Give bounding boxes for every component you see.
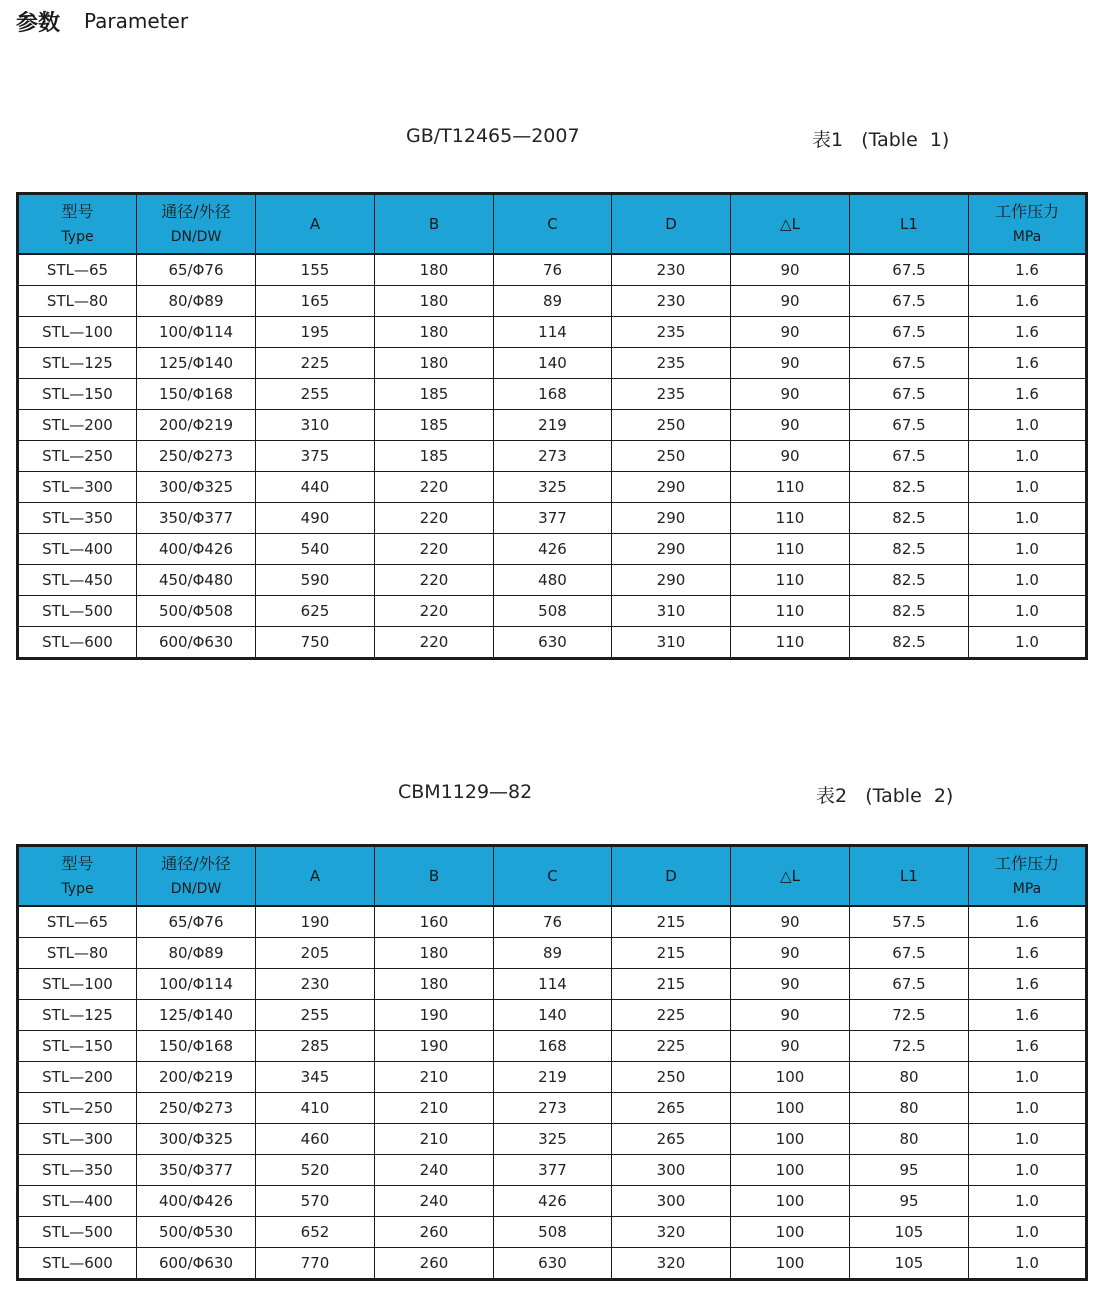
cell-a: 285 xyxy=(256,1031,375,1062)
cell-d: 290 xyxy=(612,534,731,565)
cell-delta-l: 110 xyxy=(731,565,850,596)
cell-type: STL—250 xyxy=(18,441,137,472)
cell-pressure: 1.0 xyxy=(969,410,1087,441)
cell-b: 260 xyxy=(375,1248,494,1280)
cell-type: STL—80 xyxy=(18,938,137,969)
cell-pressure: 1.0 xyxy=(969,472,1087,503)
header-d: D xyxy=(612,846,731,907)
cell-l1: 67.5 xyxy=(850,254,969,286)
cell-a: 165 xyxy=(256,286,375,317)
cell-pressure: 1.0 xyxy=(969,1217,1087,1248)
cell-d: 290 xyxy=(612,503,731,534)
cell-d: 215 xyxy=(612,906,731,938)
cell-b: 220 xyxy=(375,596,494,627)
cell-a: 255 xyxy=(256,379,375,410)
header-c: C xyxy=(494,846,612,907)
header-dn-cn: 通径/外径 xyxy=(161,202,231,221)
cell-b: 210 xyxy=(375,1124,494,1155)
cell-dn-dw: 125/Φ140 xyxy=(137,348,256,379)
table-row xyxy=(18,1031,1087,1062)
cell-type: STL—350 xyxy=(18,1155,137,1186)
table-row xyxy=(18,627,1087,659)
header-dn-en: DN/DW xyxy=(170,881,222,897)
cell-dn-dw: 150/Φ168 xyxy=(137,1031,256,1062)
cell-pressure: 1.6 xyxy=(969,254,1087,286)
cell-c: 273 xyxy=(494,441,612,472)
cell-c: 630 xyxy=(494,1248,612,1280)
cell-dn-dw: 350/Φ377 xyxy=(137,503,256,534)
header-l1: L1 xyxy=(850,194,969,255)
cell-dn-dw: 400/Φ426 xyxy=(137,1186,256,1217)
cell-pressure: 1.0 xyxy=(969,1062,1087,1093)
cell-delta-l: 100 xyxy=(731,1217,850,1248)
cell-a: 460 xyxy=(256,1124,375,1155)
table-2-caption xyxy=(0,781,1096,805)
cell-dn-dw: 80/Φ89 xyxy=(137,286,256,317)
cell-b: 180 xyxy=(375,969,494,1000)
cell-b: 190 xyxy=(375,1000,494,1031)
cell-type: STL—500 xyxy=(18,596,137,627)
cell-delta-l: 110 xyxy=(731,627,850,659)
cell-c: 76 xyxy=(494,906,612,938)
cell-pressure: 1.0 xyxy=(969,1093,1087,1124)
cell-pressure: 1.6 xyxy=(969,286,1087,317)
cell-b: 160 xyxy=(375,906,494,938)
cell-delta-l: 100 xyxy=(731,1248,850,1280)
cell-pressure: 1.6 xyxy=(969,969,1087,1000)
cell-b: 180 xyxy=(375,286,494,317)
cell-pressure: 1.6 xyxy=(969,1000,1087,1031)
cell-a: 310 xyxy=(256,410,375,441)
table-row xyxy=(18,254,1087,286)
cell-d: 250 xyxy=(612,410,731,441)
cell-c: 325 xyxy=(494,1124,612,1155)
table-row xyxy=(18,906,1087,938)
parameter-table-2 xyxy=(16,844,1088,1281)
cell-delta-l: 100 xyxy=(731,1124,850,1155)
cell-l1: 67.5 xyxy=(850,379,969,410)
cell-c: 508 xyxy=(494,1217,612,1248)
header-d: D xyxy=(612,194,731,255)
cell-c: 630 xyxy=(494,627,612,659)
cell-delta-l: 100 xyxy=(731,1062,850,1093)
header-type xyxy=(18,846,137,907)
cell-a: 440 xyxy=(256,472,375,503)
cell-l1: 82.5 xyxy=(850,627,969,659)
cell-dn-dw: 80/Φ89 xyxy=(137,938,256,969)
cell-type: STL—400 xyxy=(18,1186,137,1217)
cell-dn-dw: 600/Φ630 xyxy=(137,627,256,659)
cell-l1: 80 xyxy=(850,1093,969,1124)
cell-d: 300 xyxy=(612,1186,731,1217)
cell-b: 220 xyxy=(375,472,494,503)
header-delta-l: △L xyxy=(731,846,850,907)
header-pressure xyxy=(969,194,1087,255)
cell-a: 225 xyxy=(256,348,375,379)
cell-l1: 80 xyxy=(850,1062,969,1093)
cell-dn-dw: 250/Φ273 xyxy=(137,441,256,472)
cell-type: STL—400 xyxy=(18,534,137,565)
cell-b: 220 xyxy=(375,627,494,659)
table-row xyxy=(18,286,1087,317)
cell-b: 220 xyxy=(375,503,494,534)
table-row xyxy=(18,317,1087,348)
cell-a: 520 xyxy=(256,1155,375,1186)
table-1-caption xyxy=(0,125,1096,149)
cell-dn-dw: 350/Φ377 xyxy=(137,1155,256,1186)
header-type xyxy=(18,194,137,255)
table-row xyxy=(18,441,1087,472)
cell-type: STL—200 xyxy=(18,1062,137,1093)
header-pressure-en: MPa xyxy=(1012,229,1042,245)
cell-c: 114 xyxy=(494,969,612,1000)
cell-delta-l: 90 xyxy=(731,1000,850,1031)
cell-delta-l: 110 xyxy=(731,534,850,565)
cell-b: 180 xyxy=(375,938,494,969)
cell-a: 195 xyxy=(256,317,375,348)
cell-l1: 95 xyxy=(850,1186,969,1217)
table-row xyxy=(18,1062,1087,1093)
cell-a: 490 xyxy=(256,503,375,534)
cell-d: 320 xyxy=(612,1217,731,1248)
table-row xyxy=(18,1155,1087,1186)
cell-l1: 67.5 xyxy=(850,286,969,317)
cell-type: STL—350 xyxy=(18,503,137,534)
cell-dn-dw: 65/Φ76 xyxy=(137,906,256,938)
cell-l1: 82.5 xyxy=(850,472,969,503)
cell-a: 345 xyxy=(256,1062,375,1093)
table-row xyxy=(18,534,1087,565)
cell-pressure: 1.0 xyxy=(969,1124,1087,1155)
header-b: B xyxy=(375,194,494,255)
cell-d: 310 xyxy=(612,596,731,627)
cell-pressure: 1.0 xyxy=(969,596,1087,627)
cell-pressure: 1.0 xyxy=(969,1248,1087,1280)
cell-pressure: 1.0 xyxy=(969,503,1087,534)
table-2-body xyxy=(18,906,1087,1280)
cell-d: 235 xyxy=(612,379,731,410)
cell-pressure: 1.0 xyxy=(969,1186,1087,1217)
cell-delta-l: 90 xyxy=(731,379,850,410)
cell-d: 215 xyxy=(612,969,731,1000)
cell-d: 225 xyxy=(612,1000,731,1031)
cell-dn-dw: 450/Φ480 xyxy=(137,565,256,596)
cell-l1: 67.5 xyxy=(850,348,969,379)
cell-type: STL—100 xyxy=(18,317,137,348)
cell-d: 320 xyxy=(612,1248,731,1280)
header-pressure-cn: 工作压力 xyxy=(994,854,1059,873)
cell-type: STL—65 xyxy=(18,906,137,938)
cell-pressure: 1.6 xyxy=(969,906,1087,938)
cell-a: 255 xyxy=(256,1000,375,1031)
cell-c: 219 xyxy=(494,1062,612,1093)
cell-type: STL—125 xyxy=(18,348,137,379)
cell-dn-dw: 100/Φ114 xyxy=(137,317,256,348)
header-b: B xyxy=(375,846,494,907)
cell-d: 310 xyxy=(612,627,731,659)
cell-d: 250 xyxy=(612,1062,731,1093)
header-l1: L1 xyxy=(850,846,969,907)
cell-l1: 82.5 xyxy=(850,565,969,596)
cell-delta-l: 90 xyxy=(731,317,850,348)
cell-d: 235 xyxy=(612,348,731,379)
table-row xyxy=(18,1217,1087,1248)
cell-c: 377 xyxy=(494,503,612,534)
table-row xyxy=(18,969,1087,1000)
cell-b: 180 xyxy=(375,317,494,348)
table-1-standard: GB/T12465—2007 xyxy=(406,125,580,147)
cell-b: 210 xyxy=(375,1093,494,1124)
cell-dn-dw: 250/Φ273 xyxy=(137,1093,256,1124)
cell-type: STL—65 xyxy=(18,254,137,286)
header-pressure-cn: 工作压力 xyxy=(994,202,1059,221)
cell-c: 76 xyxy=(494,254,612,286)
table-row xyxy=(18,503,1087,534)
cell-type: STL—600 xyxy=(18,1248,137,1280)
cell-d: 250 xyxy=(612,441,731,472)
cell-c: 325 xyxy=(494,472,612,503)
cell-c: 168 xyxy=(494,379,612,410)
cell-type: STL—150 xyxy=(18,1031,137,1062)
cell-delta-l: 100 xyxy=(731,1155,850,1186)
cell-dn-dw: 400/Φ426 xyxy=(137,534,256,565)
cell-delta-l: 110 xyxy=(731,472,850,503)
cell-c: 89 xyxy=(494,286,612,317)
cell-b: 220 xyxy=(375,565,494,596)
cell-c: 168 xyxy=(494,1031,612,1062)
cell-dn-dw: 125/Φ140 xyxy=(137,1000,256,1031)
cell-dn-dw: 100/Φ114 xyxy=(137,969,256,1000)
cell-delta-l: 90 xyxy=(731,938,850,969)
cell-a: 625 xyxy=(256,596,375,627)
cell-l1: 67.5 xyxy=(850,938,969,969)
cell-a: 230 xyxy=(256,969,375,1000)
cell-d: 290 xyxy=(612,565,731,596)
cell-type: STL—200 xyxy=(18,410,137,441)
table-row xyxy=(18,410,1087,441)
table-row xyxy=(18,348,1087,379)
cell-l1: 105 xyxy=(850,1248,969,1280)
cell-c: 480 xyxy=(494,565,612,596)
table-2-label: 表2 (Table 2) xyxy=(816,785,954,807)
cell-a: 652 xyxy=(256,1217,375,1248)
cell-d: 300 xyxy=(612,1155,731,1186)
table-row xyxy=(18,1124,1087,1155)
cell-l1: 105 xyxy=(850,1217,969,1248)
cell-b: 180 xyxy=(375,254,494,286)
cell-delta-l: 90 xyxy=(731,1031,850,1062)
cell-delta-l: 90 xyxy=(731,969,850,1000)
header-dn-en: DN/DW xyxy=(170,229,222,245)
header-dn xyxy=(137,846,256,907)
header-type-en: Type xyxy=(61,881,94,897)
cell-dn-dw: 200/Φ219 xyxy=(137,1062,256,1093)
cell-c: 89 xyxy=(494,938,612,969)
cell-b: 185 xyxy=(375,410,494,441)
cell-l1: 67.5 xyxy=(850,441,969,472)
cell-c: 140 xyxy=(494,348,612,379)
header-a: A xyxy=(256,194,375,255)
table-row xyxy=(18,565,1087,596)
cell-type: STL—250 xyxy=(18,1093,137,1124)
table-row xyxy=(18,938,1087,969)
cell-l1: 82.5 xyxy=(850,596,969,627)
cell-b: 180 xyxy=(375,348,494,379)
cell-c: 508 xyxy=(494,596,612,627)
cell-pressure: 1.0 xyxy=(969,627,1087,659)
cell-c: 426 xyxy=(494,1186,612,1217)
cell-b: 185 xyxy=(375,379,494,410)
cell-l1: 72.5 xyxy=(850,1000,969,1031)
table-row xyxy=(18,1000,1087,1031)
cell-d: 265 xyxy=(612,1124,731,1155)
cell-b: 190 xyxy=(375,1031,494,1062)
page-title-en: Parameter xyxy=(84,9,189,33)
cell-l1: 57.5 xyxy=(850,906,969,938)
table-row xyxy=(18,1186,1087,1217)
cell-type: STL—300 xyxy=(18,1124,137,1155)
cell-dn-dw: 500/Φ508 xyxy=(137,596,256,627)
cell-type: STL—450 xyxy=(18,565,137,596)
cell-b: 240 xyxy=(375,1186,494,1217)
cell-delta-l: 110 xyxy=(731,596,850,627)
cell-a: 750 xyxy=(256,627,375,659)
cell-b: 240 xyxy=(375,1155,494,1186)
table-row xyxy=(18,1093,1087,1124)
cell-a: 410 xyxy=(256,1093,375,1124)
cell-d: 230 xyxy=(612,254,731,286)
cell-a: 190 xyxy=(256,906,375,938)
cell-l1: 80 xyxy=(850,1124,969,1155)
cell-l1: 67.5 xyxy=(850,410,969,441)
table-header-row xyxy=(18,194,1087,255)
cell-pressure: 1.0 xyxy=(969,1155,1087,1186)
cell-delta-l: 90 xyxy=(731,906,850,938)
table-row xyxy=(18,472,1087,503)
cell-delta-l: 100 xyxy=(731,1093,850,1124)
cell-a: 155 xyxy=(256,254,375,286)
cell-c: 426 xyxy=(494,534,612,565)
cell-a: 375 xyxy=(256,441,375,472)
cell-l1: 82.5 xyxy=(850,534,969,565)
cell-c: 377 xyxy=(494,1155,612,1186)
cell-type: STL—600 xyxy=(18,627,137,659)
cell-b: 185 xyxy=(375,441,494,472)
cell-type: STL—100 xyxy=(18,969,137,1000)
cell-dn-dw: 200/Φ219 xyxy=(137,410,256,441)
cell-l1: 82.5 xyxy=(850,503,969,534)
header-type-cn: 型号 xyxy=(61,854,94,873)
cell-dn-dw: 300/Φ325 xyxy=(137,472,256,503)
cell-a: 540 xyxy=(256,534,375,565)
header-type-cn: 型号 xyxy=(61,202,94,221)
cell-pressure: 1.6 xyxy=(969,379,1087,410)
cell-type: STL—125 xyxy=(18,1000,137,1031)
cell-c: 114 xyxy=(494,317,612,348)
cell-d: 265 xyxy=(612,1093,731,1124)
header-dn xyxy=(137,194,256,255)
cell-pressure: 1.6 xyxy=(969,348,1087,379)
parameter-table-1 xyxy=(16,192,1088,660)
cell-dn-dw: 600/Φ630 xyxy=(137,1248,256,1280)
cell-a: 770 xyxy=(256,1248,375,1280)
cell-delta-l: 90 xyxy=(731,441,850,472)
cell-dn-dw: 500/Φ530 xyxy=(137,1217,256,1248)
cell-type: STL—500 xyxy=(18,1217,137,1248)
cell-b: 210 xyxy=(375,1062,494,1093)
cell-d: 290 xyxy=(612,472,731,503)
table-row xyxy=(18,379,1087,410)
cell-d: 215 xyxy=(612,938,731,969)
cell-a: 590 xyxy=(256,565,375,596)
cell-pressure: 1.6 xyxy=(969,938,1087,969)
header-delta-l: △L xyxy=(731,194,850,255)
cell-delta-l: 110 xyxy=(731,503,850,534)
table-row xyxy=(18,596,1087,627)
cell-type: STL—150 xyxy=(18,379,137,410)
table-2-standard: CBM1129—82 xyxy=(398,781,533,803)
cell-delta-l: 90 xyxy=(731,286,850,317)
cell-pressure: 1.6 xyxy=(969,1031,1087,1062)
cell-b: 220 xyxy=(375,534,494,565)
cell-dn-dw: 300/Φ325 xyxy=(137,1124,256,1155)
cell-pressure: 1.0 xyxy=(969,441,1087,472)
header-a: A xyxy=(256,846,375,907)
cell-dn-dw: 150/Φ168 xyxy=(137,379,256,410)
cell-b: 260 xyxy=(375,1217,494,1248)
cell-delta-l: 100 xyxy=(731,1186,850,1217)
cell-pressure: 1.0 xyxy=(969,534,1087,565)
page-heading xyxy=(16,4,188,38)
cell-type: STL—300 xyxy=(18,472,137,503)
page-title-cn: 参数 xyxy=(16,10,61,36)
header-c: C xyxy=(494,194,612,255)
cell-a: 570 xyxy=(256,1186,375,1217)
table-1-label: 表1 (Table 1) xyxy=(812,129,950,151)
cell-d: 225 xyxy=(612,1031,731,1062)
cell-a: 205 xyxy=(256,938,375,969)
cell-delta-l: 90 xyxy=(731,348,850,379)
cell-c: 273 xyxy=(494,1093,612,1124)
cell-l1: 95 xyxy=(850,1155,969,1186)
cell-d: 230 xyxy=(612,286,731,317)
cell-c: 219 xyxy=(494,410,612,441)
cell-delta-l: 90 xyxy=(731,410,850,441)
cell-pressure: 1.6 xyxy=(969,317,1087,348)
header-pressure-en: MPa xyxy=(1012,881,1042,897)
cell-delta-l: 90 xyxy=(731,254,850,286)
header-type-en: Type xyxy=(61,229,94,245)
table-row xyxy=(18,1248,1087,1280)
cell-dn-dw: 65/Φ76 xyxy=(137,254,256,286)
table-1-body xyxy=(18,254,1087,659)
cell-l1: 67.5 xyxy=(850,969,969,1000)
table-header-row xyxy=(18,846,1087,907)
cell-c: 140 xyxy=(494,1000,612,1031)
cell-d: 235 xyxy=(612,317,731,348)
cell-l1: 72.5 xyxy=(850,1031,969,1062)
header-pressure xyxy=(969,846,1087,907)
cell-pressure: 1.0 xyxy=(969,565,1087,596)
cell-type: STL—80 xyxy=(18,286,137,317)
cell-l1: 67.5 xyxy=(850,317,969,348)
header-dn-cn: 通径/外径 xyxy=(161,854,231,873)
